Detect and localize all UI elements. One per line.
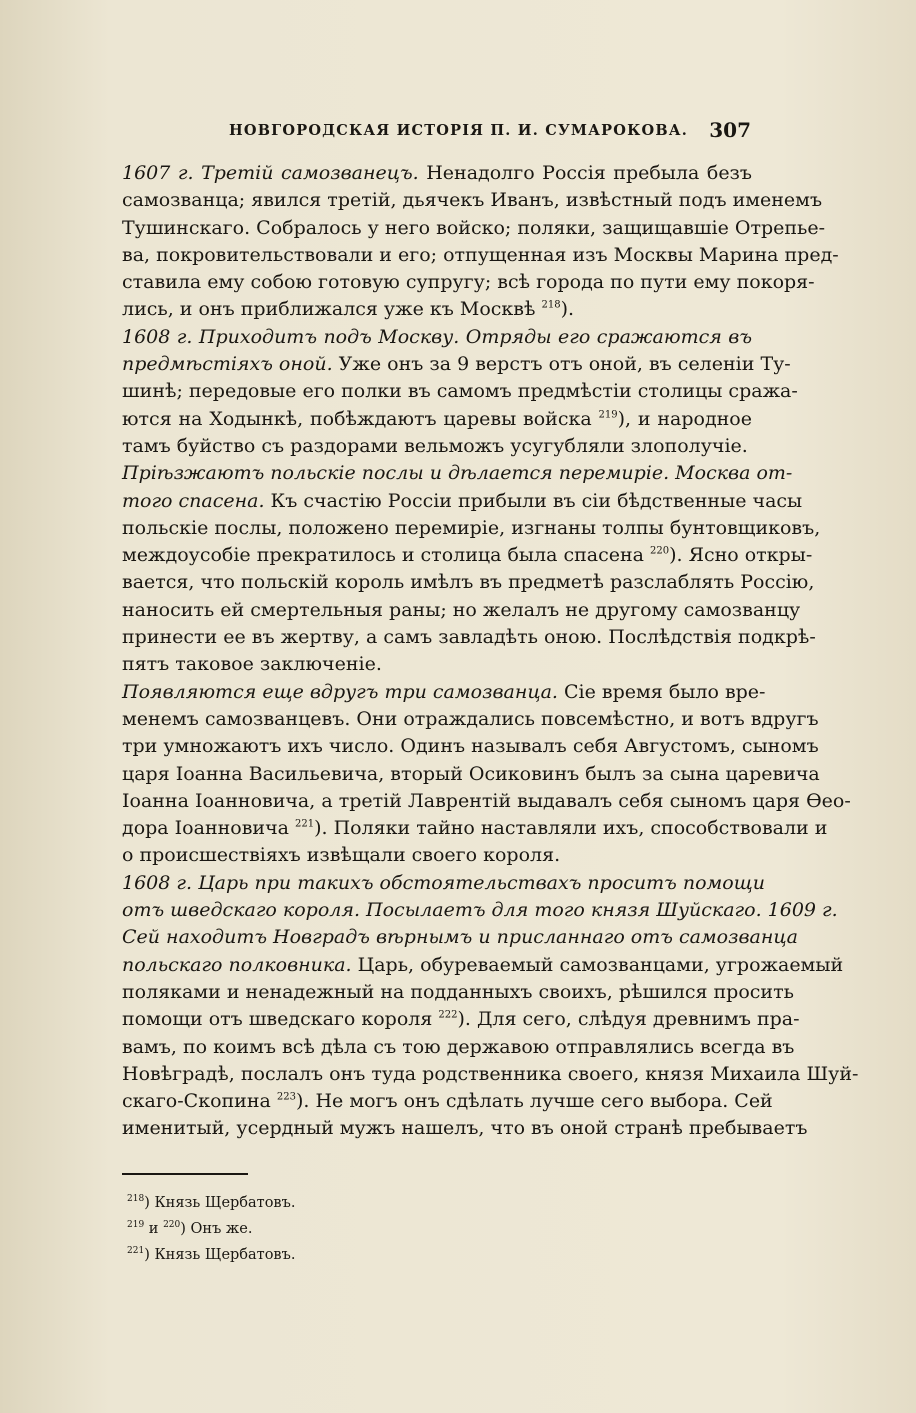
- line-text: польскiе послы, положено перемирiе, изгнаны толпы бунтовщиковъ,: [122, 516, 821, 539]
- line-text: именитый, усердный мужъ нашелъ, что въ оной странѣ пребываетъ: [122, 1117, 808, 1140]
- text-line: [122, 870, 765, 897]
- text-line: [122, 406, 752, 433]
- line-text: царя Iоанна Васильевича, вторый Осиковинъ былъ за сына царевича: [122, 762, 820, 785]
- line-text: вамъ, по коимъ всѣ дѣла съ тою державою отправлялись всегда въ: [122, 1035, 795, 1058]
- text-line: [122, 1088, 773, 1115]
- text-line: [122, 733, 819, 760]
- line-text: Царь, обуреваемый самозванцами, угрожаемый: [351, 953, 844, 976]
- text-line: [122, 842, 752, 869]
- footnote-ref[interactable]: 219: [598, 409, 618, 421]
- footnote-ref[interactable]: 223: [276, 1091, 296, 1103]
- footnote-conj: и: [144, 1221, 164, 1237]
- line-text-after: ), и народное: [617, 407, 752, 430]
- text-line: [122, 324, 752, 351]
- footnote: [127, 1190, 527, 1216]
- footnote-mark: 221: [127, 1246, 145, 1257]
- line-text: шинѣ; передовые его полки въ самомъ предмѣстiи столицы сража-: [122, 380, 798, 403]
- marginal-heading: отъ шведскаго короля. Посылаетъ для того князя Шуйскаго. 1609 г.: [122, 899, 838, 922]
- line-text: три умножаютъ ихъ число. Одинъ называлъ себя Августомъ, сыномъ: [122, 735, 819, 758]
- marginal-heading: Сей находитъ Новградъ вѣрнымъ и присланнаго отъ самозванца: [122, 926, 798, 949]
- text-line: [122, 952, 844, 979]
- text-line: [122, 815, 828, 842]
- text-line: [122, 979, 794, 1006]
- footnote-ref[interactable]: 218: [541, 300, 561, 312]
- line-text: Новѣградѣ, послалъ онъ туда родственника своего, князя Михаила Шуй-: [122, 1062, 859, 1085]
- line-text: ются на Ходынкѣ, побѣждаютъ царевы войска: [122, 407, 599, 430]
- marginal-heading: 1608 г. Приходитъ подъ Москву. Отряды его сражаются въ: [122, 325, 752, 348]
- text-line: [122, 897, 838, 924]
- line-text: Ненадолго Россiя пребыла безъ: [418, 162, 753, 184]
- line-text: пятъ таковое заключенiе.: [122, 653, 382, 676]
- footnote-ref[interactable]: 221: [295, 818, 315, 830]
- footnote-mark: 220: [163, 1220, 181, 1231]
- line-text: помощи отъ шведскаго короля: [122, 1008, 439, 1031]
- text-line: [122, 215, 826, 242]
- line-text: Сiе время было вре-: [557, 680, 766, 703]
- line-text-after: ). Не могъ онъ сдѣлать лучше сего выбора. Сей: [295, 1090, 773, 1113]
- line-text-after: ).: [560, 298, 575, 321]
- footnote-mark: 219: [127, 1220, 145, 1231]
- marginal-heading: того спасена.: [122, 489, 265, 512]
- text-line: [122, 624, 816, 651]
- line-text: лись, и онъ приближался уже къ Москвѣ: [122, 298, 542, 321]
- marginal-heading: 1607 г. Третiй самозванецъ.: [122, 162, 419, 184]
- footnote-text: ) Онъ же.: [180, 1221, 253, 1237]
- page-header: [229, 118, 751, 146]
- footnote-mark: 218: [127, 1194, 145, 1205]
- line-text: о происшествiяхъ извѣщали своего короля.: [122, 844, 561, 867]
- footnote-ref[interactable]: 220: [650, 545, 670, 557]
- footnote: [127, 1216, 527, 1242]
- page-number: 307: [709, 118, 751, 142]
- line-text: дора Iоанновича: [122, 817, 295, 840]
- line-text: скаго-Скопина: [122, 1090, 277, 1113]
- line-text: принести ее въ жертву, а самъ завладѣть оною. Послѣдствiя подкрѣ-: [122, 626, 816, 649]
- text-line: [122, 160, 752, 187]
- text-line: [122, 706, 819, 733]
- text-line: [122, 651, 752, 678]
- footnote: [127, 1242, 527, 1268]
- text-line: [122, 1006, 800, 1033]
- line-text: вается, что польскiй король имѣлъ въ предметѣ разслаблять Россiю,: [122, 571, 815, 594]
- text-line: [122, 187, 823, 214]
- text-line: [122, 242, 839, 269]
- footnote-ref[interactable]: 222: [438, 1009, 458, 1021]
- line-text-after: ). Для сего, слѣдуя древнимъ пра-: [457, 1008, 800, 1031]
- text-line: [122, 542, 813, 569]
- marginal-heading: Появляются еще вдругъ три самозванца.: [122, 680, 558, 703]
- line-text: ставила ему собою готовую супругу; всѣ города по пути ему покоря-: [122, 271, 815, 294]
- text-line: [122, 924, 798, 951]
- text-line: [122, 296, 752, 323]
- marginal-heading: предмѣстiяхъ оной.: [122, 353, 333, 376]
- line-text-after: ). Ясно откры-: [669, 544, 813, 567]
- text-line: [122, 1061, 859, 1088]
- line-text-after: ). Поляки тайно наставляли ихъ, способствовали и: [314, 817, 828, 840]
- line-text: Iоанна Iоанновича, а третiй Лаврентiй выдавалъ себя сыномъ царя Ѳео-: [122, 789, 851, 812]
- line-text: менемъ самозванцевъ. Они отраждались повсемѣстно, и вотъ вдругъ: [122, 707, 819, 730]
- marginal-heading: польскаго полковника.: [122, 953, 352, 976]
- text-line: [122, 488, 803, 515]
- line-text: самозванца; явился третiй, дьячекъ Иванъ, извѣстный подъ именемъ: [122, 189, 823, 212]
- text-line: [122, 597, 801, 624]
- line-text: ва, покровительствовали и его; отпущенная изъ Москвы Марина пред-: [122, 243, 839, 266]
- running-title: НОВГОРОДСКАЯ ИСТОРIЯ П. И. СУМАРОКОВА.: [229, 122, 689, 139]
- line-text: тамъ буйство съ раздорами вельможъ усугубляли злополучiе.: [122, 434, 748, 457]
- line-text: наносить ей смертельныя раны; но желалъ не другому самозванцу: [122, 598, 801, 621]
- text-line: [122, 351, 791, 378]
- text-line: [122, 679, 766, 706]
- text-line: [122, 788, 851, 815]
- text-line: [122, 460, 793, 487]
- text-line: [122, 569, 815, 596]
- body-text: [122, 160, 859, 1143]
- text-line: [122, 1034, 795, 1061]
- text-line: [122, 433, 752, 460]
- line-text: Къ счастiю Россiи прибыли въ сiи бѣдственные часы: [264, 489, 803, 512]
- line-text: Уже онъ за 9 верстъ отъ оной, въ селенiи Ту-: [332, 353, 791, 376]
- text-line: [122, 515, 821, 542]
- line-text: поляками и ненадежный на подданныхъ своихъ, рѣшился просить: [122, 980, 794, 1003]
- footnote-text: ) Князь Щербатовъ.: [144, 1195, 296, 1211]
- text-line: [122, 378, 798, 405]
- marginal-heading: 1608 г. Царь при такихъ обстоятельствахъ проситъ помощи: [122, 871, 765, 894]
- text-line: [122, 761, 820, 788]
- line-text: междоусобiе прекратилось и столица была спасена: [122, 544, 651, 567]
- footnotes: [127, 1190, 527, 1268]
- marginal-heading: Прiѣзжаютъ польскiе послы и дѣлается перемирiе. Москва от-: [122, 462, 793, 485]
- text-line: [122, 269, 815, 296]
- line-text: Тушинскаго. Собралось у него войско; поляки, защищавшiе Отрепье-: [122, 216, 826, 239]
- footnote-text: ) Князь Щербатовъ.: [144, 1247, 296, 1263]
- text-line: [122, 1115, 808, 1142]
- footnote-rule: [122, 1173, 248, 1175]
